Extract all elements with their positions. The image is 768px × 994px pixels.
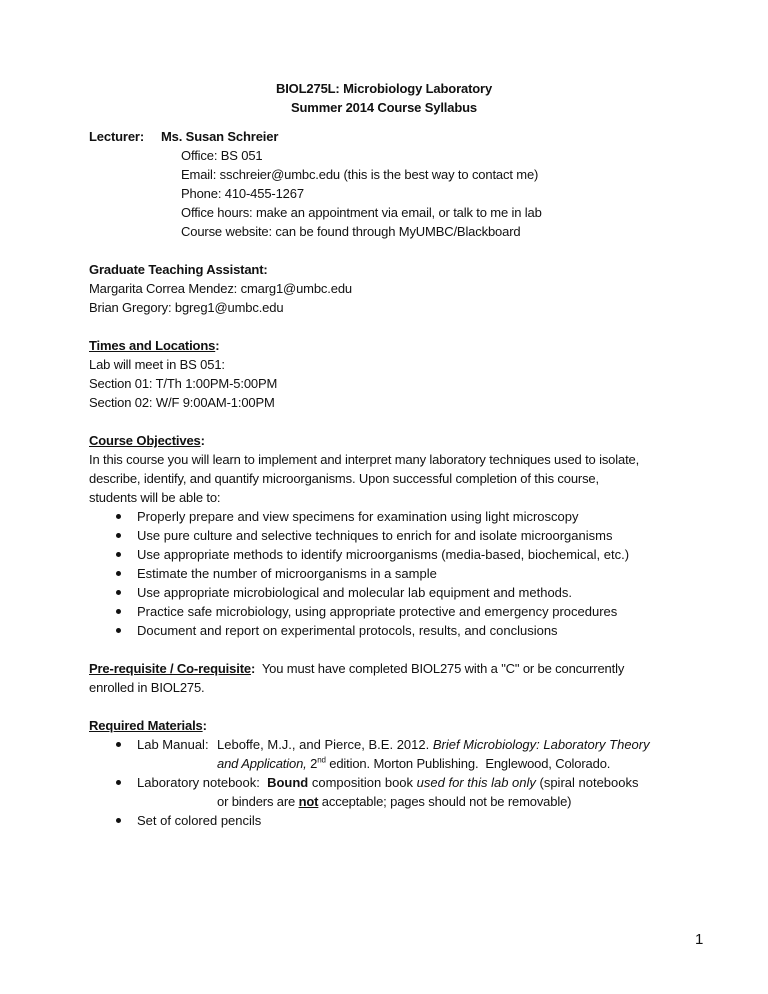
bullet-icon: [116, 552, 121, 557]
bullet-icon: [116, 628, 121, 633]
bullet-icon: [116, 780, 121, 785]
times-heading: [89, 336, 219, 355]
objectives-intro: describe, identify, and quantify microorganisms. Upon successful completion of this course,: [89, 471, 599, 486]
bullet-icon: [116, 571, 121, 576]
lecturer-office-hours: Office hours: make an appointment via email, or talk to me in lab: [181, 205, 542, 220]
lecturer-website: Course website: can be found through MyUMBC/Blackboard: [181, 224, 521, 239]
notebook-text: or binders are: [217, 794, 299, 809]
gta-item: Margarita Correa Mendez: cmarg1@umbc.edu: [89, 281, 352, 296]
lecturer-office: Office: BS 051: [181, 148, 263, 163]
document-title: BIOL275L: Microbiology Laboratory: [275, 81, 493, 96]
lecturer-email: Email: sschreier@umbc.edu (this is the best way to contact me): [181, 167, 539, 182]
objectives-intro: students will be able to:: [89, 490, 221, 505]
objective-text: Use pure culture and selective techniques to enrich for and isolate microorganisms: [137, 528, 613, 543]
times-line: Section 02: W/F 9:00AM-1:00PM: [89, 395, 275, 410]
notebook-line2: [217, 792, 571, 811]
times-heading-colon: :: [215, 338, 220, 353]
materials-heading-colon: :: [202, 718, 207, 733]
lecturer-name: Ms. Susan Schreier: [161, 129, 279, 144]
lab-manual-citation-line2: [217, 754, 610, 773]
bullet-icon: [116, 818, 121, 823]
prereq-heading: Pre-requisite / Co-requisite: [89, 661, 251, 676]
gta-item: Brian Gregory: bgreg1@umbc.edu: [89, 300, 284, 315]
times-heading-text: Times and Locations: [89, 338, 216, 353]
times-line: Section 01: T/Th 1:00PM-5:00PM: [89, 376, 278, 391]
lab-manual-title: Brief Microbiology: Laboratory Theory: [432, 737, 650, 752]
gta-heading: Graduate Teaching Assistant:: [89, 262, 268, 277]
objective-text: Use appropriate microbiological and molecular lab equipment and methods.: [137, 585, 573, 600]
notebook-label: Laboratory notebook:: [137, 775, 268, 790]
bullet-icon: [116, 514, 121, 519]
objective-item: [116, 602, 618, 621]
notebook-italic: used for this lab only: [416, 775, 536, 790]
bullet-icon: [116, 590, 121, 595]
lecturer-phone: Phone: 410-455-1267: [181, 186, 304, 201]
lab-manual-label: Lab Manual:: [137, 737, 209, 752]
notebook-text: (spiral notebooks: [535, 775, 639, 790]
objectives-heading-colon: :: [200, 433, 205, 448]
bullet-icon: [116, 533, 121, 538]
lab-manual-citation-line1: [217, 735, 650, 754]
objective-item: [116, 507, 579, 526]
objective-item: [116, 545, 630, 564]
objective-item: [116, 583, 573, 602]
pencils-text: Set of colored pencils: [137, 813, 262, 828]
notebook-line1: [137, 775, 639, 790]
prereq-text-2: enrolled in BIOL275.: [89, 680, 205, 695]
objective-text: Properly prepare and view specimens for examination using light microscopy: [137, 509, 579, 524]
objective-item: [116, 526, 613, 545]
lab-manual-edition: 2: [306, 756, 318, 771]
notebook-not: not: [298, 794, 319, 809]
materials-heading: [89, 716, 207, 735]
objective-text: Document and report on experimental protocols, results, and conclusions: [137, 623, 558, 638]
material-item-pencils: [116, 811, 262, 830]
notebook-text: acceptable; pages should not be removable): [318, 794, 572, 809]
objective-item: [116, 621, 558, 640]
lecturer-label: Lecturer:: [89, 129, 144, 144]
objectives-intro: In this course you will learn to implement and interpret many laboratory techniques used to isolate,: [89, 452, 640, 467]
prereq-colon: :: [250, 661, 256, 676]
objective-text: Estimate the number of microorganisms in a sample: [137, 566, 437, 581]
bullet-icon: [116, 742, 121, 747]
material-item-notebook: [116, 773, 639, 792]
page-number: 1: [695, 931, 704, 948]
objective-text: Use appropriate methods to identify microorganisms (media-based, biochemical, etc.): [137, 547, 630, 562]
lab-manual-publisher: edition. Morton Publishing. Englewood, Colorado.: [325, 756, 611, 771]
notebook-bound: Bound: [267, 775, 309, 790]
objectives-heading: [89, 431, 205, 450]
objective-item: [116, 564, 437, 583]
objectives-heading-text: Course Objectives: [89, 433, 201, 448]
times-line: Lab will meet in BS 051:: [89, 357, 225, 372]
materials-heading-text: Required Materials: [89, 718, 203, 733]
lab-manual-authors: Leboffe, M.J., and Pierce, B.E. 2012.: [217, 737, 433, 752]
prereq-text: You must have completed BIOL275 with a "C" or be concurrently: [255, 661, 625, 676]
notebook-text: composition book: [308, 775, 417, 790]
objective-text: Practice safe microbiology, using appropriate protective and emergency procedures: [137, 604, 618, 619]
lab-manual-edition-sup: nd: [317, 755, 326, 765]
lab-manual-title-cont: and Application,: [217, 756, 307, 771]
bullet-icon: [116, 609, 121, 614]
document-subtitle: Summer 2014 Course Syllabus: [291, 100, 477, 115]
prereq-line: [89, 659, 624, 678]
